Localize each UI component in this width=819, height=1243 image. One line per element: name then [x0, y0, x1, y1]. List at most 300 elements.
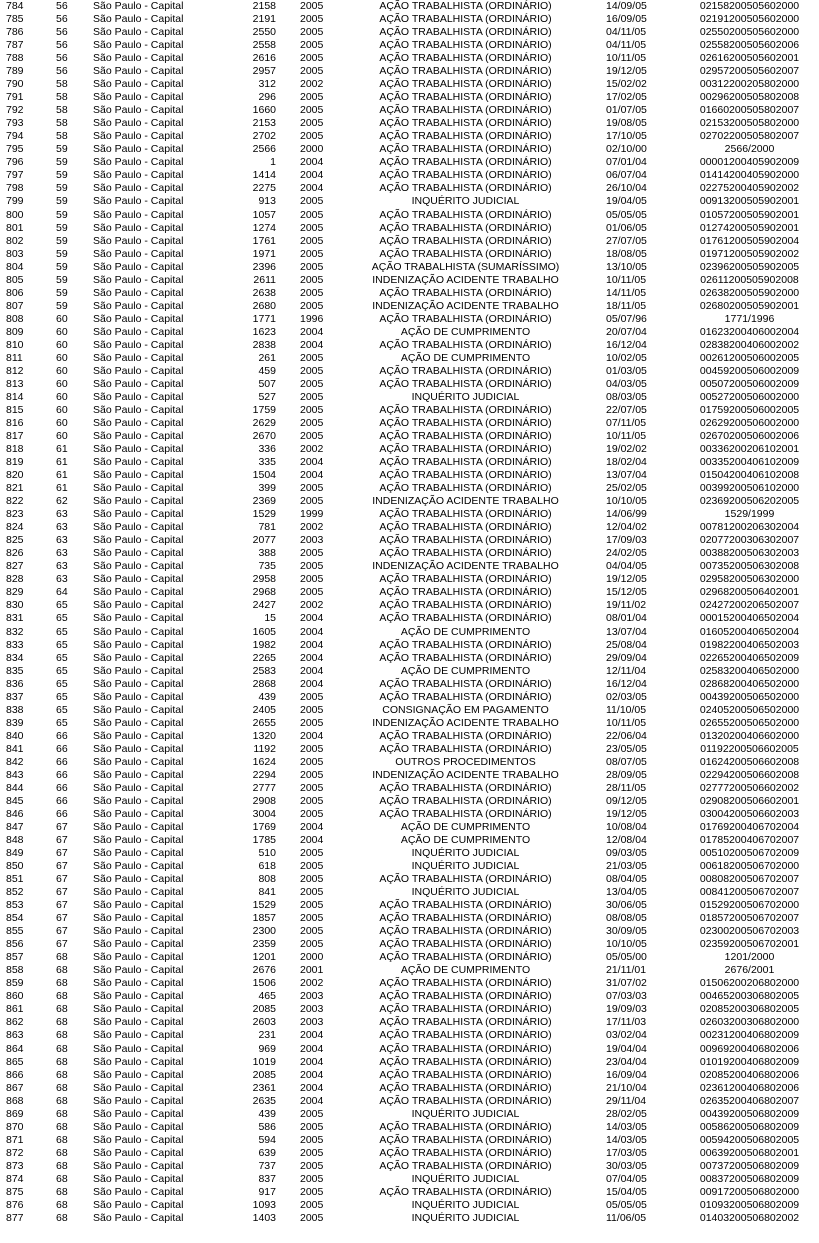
- location-cell: São Paulo - Capital: [93, 599, 184, 612]
- location-cell: São Paulo - Capital: [93, 1198, 184, 1211]
- location-cell: São Paulo - Capital: [93, 443, 184, 456]
- process-year-cell: 2005: [300, 938, 324, 951]
- process-code-cell: 01403200506802002: [699, 1211, 800, 1224]
- row-number-cell: 848: [6, 834, 24, 846]
- table-row: [0, 977, 819, 990]
- row-number-cell: 875: [6, 1185, 24, 1198]
- court-number-cell: 63: [56, 534, 68, 547]
- process-number-cell: 2838: [252, 338, 276, 351]
- location-cell: São Paulo - Capital: [93, 664, 184, 677]
- filing-date-cell: 17/09/03: [606, 534, 647, 547]
- process-number-cell: 2635: [252, 1094, 276, 1107]
- location-cell: São Paulo - Capital: [93, 560, 184, 573]
- process-year-cell: 2005: [300, 430, 324, 443]
- table-row: [0, 547, 819, 560]
- court-number-cell: 63: [56, 573, 68, 586]
- action-type-cell: AÇÃO DE CUMPRIMENTO: [400, 625, 531, 638]
- location-cell: São Paulo - Capital: [93, 690, 184, 703]
- court-number-cell: 59: [56, 247, 68, 260]
- process-year-cell: 2005: [300, 1185, 324, 1198]
- filing-date-cell: 19/02/02: [606, 443, 647, 456]
- process-number-cell: 2777: [252, 781, 276, 794]
- action-type-cell: AÇÃO TRABALHISTA (ORDINÁRIO): [379, 573, 552, 586]
- process-code-cell: 00510200506702009: [699, 847, 800, 860]
- row-number-cell: 841: [6, 742, 24, 755]
- action-type-cell: AÇÃO TRABALHISTA (ORDINÁRIO): [379, 430, 552, 443]
- process-year-cell: 2005: [300, 716, 324, 729]
- table-row: [0, 1095, 819, 1108]
- filing-date-cell: 10/02/05: [606, 351, 647, 364]
- filing-date-cell: 17/03/05: [606, 1146, 647, 1159]
- location-cell: São Paulo - Capital: [93, 208, 184, 221]
- process-number-cell: 2702: [252, 130, 276, 143]
- filing-date-cell: 12/08/04: [606, 834, 647, 846]
- process-number-cell: 2396: [252, 260, 276, 273]
- row-number-cell: 809: [6, 325, 24, 338]
- court-number-cell: 68: [56, 1042, 68, 1055]
- filing-date-cell: 30/03/05: [606, 1159, 647, 1172]
- table-row: [0, 691, 819, 704]
- table-row: [0, 482, 819, 495]
- filing-date-cell: 18/02/04: [606, 456, 647, 469]
- location-cell: São Paulo - Capital: [93, 247, 184, 260]
- court-number-cell: 60: [56, 338, 68, 351]
- action-type-cell: AÇÃO TRABALHISTA (ORDINÁRIO): [379, 1055, 552, 1068]
- table-row: [0, 769, 819, 782]
- process-number-cell: 1019: [252, 1055, 276, 1068]
- process-code-cell: 01785200406702007: [699, 834, 800, 846]
- location-cell: São Paulo - Capital: [93, 781, 184, 794]
- filing-date-cell: 08/04/05: [606, 873, 647, 886]
- court-number-cell: 65: [56, 664, 68, 677]
- location-cell: São Paulo - Capital: [93, 508, 184, 521]
- process-code-cell: 01057200505902001: [699, 208, 800, 221]
- location-cell: São Paulo - Capital: [93, 677, 184, 690]
- filing-date-cell: 07/03/03: [606, 990, 647, 1003]
- court-number-cell: 68: [56, 1159, 68, 1172]
- table-row: [0, 1043, 819, 1056]
- action-type-cell: AÇÃO TRABALHISTA (ORDINÁRIO): [379, 39, 552, 52]
- location-cell: São Paulo - Capital: [93, 1185, 184, 1198]
- process-code-cell: 01624200506602008: [699, 755, 800, 768]
- court-number-cell: 68: [56, 1068, 68, 1081]
- table-row: [0, 899, 819, 912]
- filing-date-cell: 04/11/05: [606, 39, 647, 52]
- process-year-cell: 2002: [300, 78, 324, 91]
- process-code-cell: 1529/1999: [724, 508, 775, 521]
- row-number-cell: 840: [6, 729, 24, 742]
- court-number-cell: 68: [56, 1120, 68, 1133]
- action-type-cell: AÇÃO TRABALHISTA (ORDINÁRIO): [379, 1042, 552, 1055]
- location-cell: São Paulo - Capital: [93, 286, 184, 299]
- filing-date-cell: 18/08/05: [606, 247, 647, 260]
- process-year-cell: 2005: [300, 755, 324, 768]
- process-number-cell: 439: [258, 1107, 276, 1120]
- court-number-cell: 63: [56, 547, 68, 560]
- filing-date-cell: 02/10/00: [606, 143, 647, 156]
- court-number-cell: 56: [56, 52, 68, 65]
- location-cell: São Paulo - Capital: [93, 794, 184, 807]
- process-code-cell: 00913200505902001: [699, 195, 800, 208]
- filing-date-cell: 15/12/05: [606, 586, 647, 599]
- court-number-cell: 64: [56, 586, 68, 599]
- filing-date-cell: 05/05/05: [606, 208, 647, 221]
- process-code-cell: 00969200406802006: [699, 1042, 800, 1055]
- table-row: [0, 951, 819, 964]
- process-year-cell: 2005: [300, 899, 324, 912]
- process-code-cell: 02085200406802006: [699, 1068, 800, 1081]
- filing-date-cell: 06/07/04: [606, 169, 647, 182]
- court-number-cell: 60: [56, 364, 68, 377]
- location-cell: São Paulo - Capital: [93, 39, 184, 52]
- process-number-cell: 913: [258, 195, 276, 208]
- process-code-cell: 01274200505902001: [699, 221, 800, 234]
- location-cell: São Paulo - Capital: [93, 390, 184, 403]
- table-row: [0, 495, 819, 508]
- location-cell: São Paulo - Capital: [93, 104, 184, 117]
- process-number-cell: 15: [264, 612, 276, 625]
- filing-date-cell: 08/08/05: [606, 912, 647, 925]
- court-number-cell: 63: [56, 521, 68, 534]
- process-year-cell: 2005: [300, 1211, 324, 1224]
- process-code-cell: 02359200506702001: [699, 938, 800, 951]
- action-type-cell: OUTROS PROCEDIMENTOS: [395, 755, 536, 768]
- filing-date-cell: 19/08/05: [606, 117, 647, 130]
- process-number-cell: 507: [258, 377, 276, 390]
- process-year-cell: 2005: [300, 13, 324, 26]
- location-cell: São Paulo - Capital: [93, 1120, 184, 1133]
- row-number-cell: 839: [6, 716, 24, 729]
- process-code-cell: 01857200506702007: [699, 912, 800, 925]
- process-code-cell: 02635200406802007: [699, 1094, 800, 1107]
- court-number-cell: 66: [56, 742, 68, 755]
- court-number-cell: 59: [56, 273, 68, 286]
- process-year-cell: 2005: [300, 195, 324, 208]
- table-row: [0, 52, 819, 65]
- process-year-cell: 2005: [300, 925, 324, 938]
- court-number-cell: 68: [56, 977, 68, 990]
- process-code-cell: 00399200506102000: [699, 482, 800, 495]
- filing-date-cell: 04/03/05: [606, 377, 647, 390]
- location-cell: São Paulo - Capital: [93, 1081, 184, 1094]
- action-type-cell: AÇÃO TRABALHISTA (ORDINÁRIO): [379, 794, 552, 807]
- row-number-cell: 796: [6, 156, 24, 169]
- process-number-cell: 2158: [252, 0, 276, 12]
- location-cell: São Paulo - Capital: [93, 977, 184, 990]
- court-number-cell: 68: [56, 990, 68, 1003]
- action-type-cell: AÇÃO TRABALHISTA (ORDINÁRIO): [379, 521, 552, 534]
- process-year-cell: 2005: [300, 794, 324, 807]
- process-code-cell: 02908200506602001: [699, 794, 800, 807]
- action-type-cell: AÇÃO TRABALHISTA (ORDINÁRIO): [379, 234, 552, 247]
- process-number-cell: 336: [258, 443, 276, 456]
- court-number-cell: 66: [56, 755, 68, 768]
- row-number-cell: 819: [6, 456, 24, 469]
- table-row: [0, 391, 819, 404]
- table-row: [0, 91, 819, 104]
- process-number-cell: 737: [258, 1159, 276, 1172]
- court-number-cell: 68: [56, 1211, 68, 1224]
- court-number-cell: 56: [56, 39, 68, 52]
- process-code-cell: 1201/2000: [724, 951, 775, 964]
- location-cell: São Paulo - Capital: [93, 834, 184, 846]
- row-number-cell: 861: [6, 1003, 24, 1016]
- location-cell: São Paulo - Capital: [93, 169, 184, 182]
- action-type-cell: AÇÃO TRABALHISTA (ORDINÁRIO): [379, 925, 552, 938]
- row-number-cell: 849: [6, 847, 24, 860]
- row-number-cell: 784: [6, 0, 24, 12]
- process-number-cell: 2680: [252, 299, 276, 312]
- process-code-cell: 01759200506002005: [699, 403, 800, 416]
- table-row: [0, 704, 819, 717]
- process-number-cell: 1192: [253, 742, 276, 755]
- action-type-cell: AÇÃO TRABALHISTA (SUMARÍSSIMO): [371, 260, 560, 273]
- filing-date-cell: 23/04/04: [606, 1055, 647, 1068]
- location-cell: São Paulo - Capital: [93, 130, 184, 143]
- row-number-cell: 824: [6, 521, 24, 534]
- court-number-cell: 65: [56, 677, 68, 690]
- process-code-cell: 02957200505602007: [699, 65, 800, 78]
- court-number-cell: 60: [56, 417, 68, 429]
- process-number-cell: 639: [258, 1146, 276, 1159]
- court-number-cell: 58: [56, 91, 68, 104]
- filing-date-cell: 10/11/05: [606, 716, 647, 729]
- process-year-cell: 2005: [300, 912, 324, 925]
- court-number-cell: 60: [56, 325, 68, 338]
- court-number-cell: 59: [56, 182, 68, 195]
- row-number-cell: 795: [6, 143, 24, 156]
- process-year-cell: 2005: [300, 208, 324, 221]
- process-code-cell: 02838200406002002: [699, 338, 800, 351]
- action-type-cell: AÇÃO TRABALHISTA (ORDINÁRIO): [379, 651, 552, 664]
- court-number-cell: 66: [56, 807, 68, 820]
- process-code-cell: 02680200505902001: [699, 299, 800, 312]
- filing-date-cell: 08/01/04: [606, 612, 647, 625]
- process-year-cell: 2005: [300, 117, 324, 130]
- action-type-cell: AÇÃO TRABALHISTA (ORDINÁRIO): [379, 612, 552, 625]
- process-code-cell: 00586200506802009: [699, 1120, 800, 1133]
- action-type-cell: AÇÃO TRABALHISTA (ORDINÁRIO): [379, 377, 552, 390]
- process-year-cell: 2002: [300, 521, 324, 534]
- filing-date-cell: 15/02/02: [606, 78, 647, 91]
- row-number-cell: 826: [6, 547, 24, 560]
- filing-date-cell: 15/04/05: [606, 1185, 647, 1198]
- location-cell: São Paulo - Capital: [93, 26, 184, 39]
- court-number-cell: 59: [56, 286, 68, 299]
- row-number-cell: 793: [6, 117, 24, 130]
- row-number-cell: 842: [6, 755, 24, 768]
- process-number-cell: 2655: [252, 716, 276, 729]
- process-code-cell: 00781200206302004: [699, 521, 800, 534]
- action-type-cell: AÇÃO TRABALHISTA (ORDINÁRIO): [379, 26, 552, 39]
- location-cell: São Paulo - Capital: [93, 221, 184, 234]
- table-row: [0, 1056, 819, 1069]
- process-year-cell: 2004: [300, 1068, 324, 1081]
- process-number-cell: 969: [258, 1042, 276, 1055]
- table-row: [0, 1134, 819, 1147]
- table-row: [0, 235, 819, 248]
- process-code-cell: 01769200406702004: [699, 820, 800, 833]
- filing-date-cell: 13/07/04: [606, 469, 647, 482]
- process-year-cell: 2004: [300, 612, 324, 625]
- table-row: [0, 1199, 819, 1212]
- court-number-cell: 68: [56, 951, 68, 964]
- row-number-cell: 834: [6, 651, 24, 664]
- table-row: [0, 860, 819, 873]
- filing-date-cell: 19/04/05: [606, 195, 647, 208]
- table-row: [0, 847, 819, 860]
- location-cell: São Paulo - Capital: [93, 456, 184, 469]
- location-cell: São Paulo - Capital: [93, 703, 184, 716]
- process-code-cell: 00465200306802005: [699, 990, 800, 1003]
- process-code-cell: 02629200506002000: [699, 417, 800, 429]
- filing-date-cell: 25/02/05: [606, 482, 647, 495]
- location-cell: São Paulo - Capital: [93, 1003, 184, 1016]
- filing-date-cell: 13/04/05: [606, 886, 647, 899]
- row-number-cell: 855: [6, 925, 24, 938]
- action-type-cell: AÇÃO TRABALHISTA (ORDINÁRIO): [379, 417, 552, 429]
- filing-date-cell: 17/02/05: [606, 91, 647, 104]
- court-number-cell: 61: [56, 482, 68, 495]
- court-number-cell: 59: [56, 195, 68, 208]
- action-type-cell: AÇÃO TRABALHISTA (ORDINÁRIO): [379, 364, 552, 377]
- action-type-cell: AÇÃO TRABALHISTA (ORDINÁRIO): [379, 742, 552, 755]
- filing-date-cell: 08/07/05: [606, 755, 647, 768]
- court-number-cell: 67: [56, 820, 68, 833]
- process-year-cell: 2005: [300, 104, 324, 117]
- process-year-cell: 2005: [300, 586, 324, 599]
- row-number-cell: 844: [6, 781, 24, 794]
- action-type-cell: INQUÉRITO JUDICIAL: [411, 860, 520, 873]
- row-number-cell: 851: [6, 873, 24, 886]
- process-code-cell: 02611200505902008: [700, 273, 799, 286]
- process-year-cell: 2004: [300, 638, 324, 651]
- process-year-cell: 2005: [300, 417, 324, 429]
- process-year-cell: 2003: [300, 1003, 324, 1016]
- row-number-cell: 801: [6, 221, 24, 234]
- row-number-cell: 837: [6, 690, 24, 703]
- court-number-cell: 60: [56, 312, 68, 325]
- table-row: [0, 886, 819, 899]
- filing-date-cell: 19/04/04: [606, 1042, 647, 1055]
- table-row: [0, 678, 819, 691]
- location-cell: São Paulo - Capital: [93, 1068, 184, 1081]
- location-cell: São Paulo - Capital: [93, 586, 184, 599]
- process-year-cell: 2005: [300, 768, 324, 781]
- process-year-cell: 2004: [300, 677, 324, 690]
- location-cell: São Paulo - Capital: [93, 195, 184, 208]
- process-number-cell: 1093: [252, 1198, 276, 1211]
- process-number-cell: 1769: [252, 820, 276, 833]
- court-number-cell: 61: [56, 469, 68, 482]
- process-number-cell: 2670: [252, 430, 276, 443]
- process-year-cell: 2004: [300, 820, 324, 833]
- filing-date-cell: 10/11/05: [606, 430, 647, 443]
- court-number-cell: 65: [56, 651, 68, 664]
- process-code-cell: 01982200406502003: [699, 638, 800, 651]
- location-cell: São Paulo - Capital: [93, 938, 184, 951]
- court-number-cell: 65: [56, 716, 68, 729]
- process-year-cell: 2005: [300, 91, 324, 104]
- court-number-cell: 67: [56, 847, 68, 860]
- action-type-cell: AÇÃO TRABALHISTA (ORDINÁRIO): [379, 977, 552, 990]
- row-number-cell: 846: [6, 807, 24, 820]
- process-code-cell: 02369200506202005: [699, 495, 800, 508]
- process-number-cell: 1759: [252, 403, 276, 416]
- action-type-cell: AÇÃO TRABALHISTA (ORDINÁRIO): [379, 1081, 552, 1094]
- process-year-cell: 2005: [300, 781, 324, 794]
- process-number-cell: 510: [258, 847, 276, 860]
- process-code-cell: 00439200506502000: [699, 690, 800, 703]
- action-type-cell: AÇÃO TRABALHISTA (ORDINÁRIO): [379, 938, 552, 951]
- filing-date-cell: 05/05/00: [606, 951, 647, 964]
- table-row: [0, 599, 819, 612]
- location-cell: São Paulo - Capital: [93, 0, 184, 12]
- process-number-cell: 2300: [252, 925, 276, 938]
- court-number-cell: 66: [56, 781, 68, 794]
- court-number-cell: 60: [56, 403, 68, 416]
- process-year-cell: 2005: [300, 1172, 324, 1185]
- process-number-cell: 781: [258, 521, 276, 534]
- process-year-cell: 2002: [300, 977, 324, 990]
- row-number-cell: 830: [6, 599, 24, 612]
- process-code-cell: 01414200405902000: [699, 169, 800, 182]
- location-cell: São Paulo - Capital: [93, 873, 184, 886]
- row-number-cell: 788: [6, 52, 24, 65]
- row-number-cell: 806: [6, 286, 24, 299]
- table-row: [0, 1147, 819, 1160]
- location-cell: São Paulo - Capital: [93, 351, 184, 364]
- table-row: [0, 964, 819, 977]
- table-row: [0, 248, 819, 261]
- filing-date-cell: 23/05/05: [606, 742, 647, 755]
- row-number-cell: 871: [6, 1133, 24, 1146]
- process-number-cell: 2957: [252, 65, 276, 78]
- table-row: [0, 990, 819, 1003]
- row-number-cell: 859: [6, 977, 24, 990]
- location-cell: São Paulo - Capital: [93, 768, 184, 781]
- table-row: [0, 195, 819, 208]
- row-number-cell: 850: [6, 860, 24, 873]
- filing-date-cell: 04/11/05: [606, 26, 647, 39]
- action-type-cell: INDENIZAÇÃO ACIDENTE TRABALHO: [372, 299, 559, 312]
- process-year-cell: 2003: [300, 1016, 324, 1029]
- process-year-cell: 2005: [300, 403, 324, 416]
- process-code-cell: 00439200506802009: [699, 1107, 800, 1120]
- action-type-cell: AÇÃO DE CUMPRIMENTO: [400, 325, 531, 338]
- table-row: [0, 1016, 819, 1029]
- row-number-cell: 816: [6, 417, 24, 429]
- action-type-cell: AÇÃO TRABALHISTA (ORDINÁRIO): [379, 78, 552, 91]
- row-number-cell: 799: [6, 195, 24, 208]
- location-cell: São Paulo - Capital: [93, 156, 184, 169]
- process-number-cell: 2361: [252, 1081, 276, 1094]
- action-type-cell: AÇÃO DE CUMPRIMENTO: [400, 964, 531, 977]
- filing-date-cell: 17/10/05: [606, 130, 647, 143]
- process-year-cell: 2005: [300, 742, 324, 755]
- process-number-cell: 1057: [252, 208, 276, 221]
- process-year-cell: 2005: [300, 286, 324, 299]
- filing-date-cell: 05/07/96: [606, 312, 647, 325]
- row-number-cell: 802: [6, 234, 24, 247]
- row-number-cell: 813: [6, 377, 24, 390]
- table-row: [0, 326, 819, 339]
- process-code-cell: 00507200506002009: [699, 377, 800, 390]
- process-year-cell: 2005: [300, 52, 324, 65]
- row-number-cell: 805: [6, 273, 24, 286]
- action-type-cell: AÇÃO TRABALHISTA (ORDINÁRIO): [379, 0, 552, 12]
- process-year-cell: 2005: [300, 560, 324, 573]
